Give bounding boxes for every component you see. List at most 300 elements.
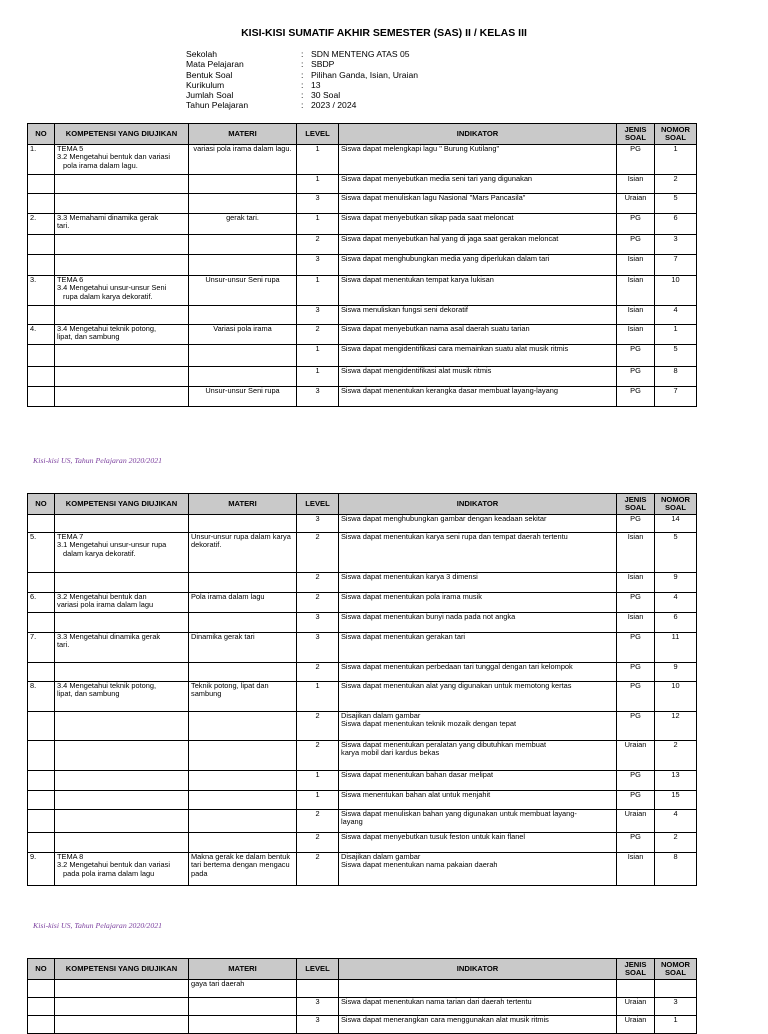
cell-jenis-soal: Isian xyxy=(617,175,655,194)
meta-value: Pilihan Ganda, Isian, Uraian xyxy=(311,69,419,80)
cell-nomor-soal: 3 xyxy=(655,235,697,255)
cell-kompetensi xyxy=(55,770,189,790)
header-indikator: INDIKATOR xyxy=(339,124,617,145)
cell-indikator xyxy=(339,681,617,711)
cell-indikator xyxy=(339,276,617,306)
cell-kompetensi xyxy=(55,980,189,998)
cell-no: 4. xyxy=(28,325,55,345)
cell-kompetensi xyxy=(55,681,189,711)
cell-materi xyxy=(189,740,297,770)
cell-kompetensi xyxy=(55,306,189,325)
meta-row xyxy=(186,100,418,110)
meta-label: Sekolah xyxy=(186,49,218,59)
cell-materi: gerak tari. xyxy=(189,214,297,235)
header-nomor-line: NOMOR xyxy=(660,494,691,504)
meta-row xyxy=(186,59,418,69)
kompetensi-line: 3.4 Mengetahui unsur-unsur Seni xyxy=(57,283,167,293)
kompetensi-line: TEMA 8 xyxy=(57,852,84,861)
cell-materi: Variasi pola irama xyxy=(189,325,297,345)
cell-level: 2 xyxy=(297,832,339,852)
cell-jenis-soal: PG xyxy=(617,681,655,711)
header-soal-line: SOAL xyxy=(664,503,687,512)
cell-nomor-soal: 9 xyxy=(655,572,697,592)
table-header-row xyxy=(28,494,697,515)
kompetensi-line: TEMA 6 xyxy=(57,275,84,284)
cell-nomor-soal: 7 xyxy=(655,255,697,276)
cell-materi xyxy=(189,515,297,533)
table-row xyxy=(28,145,697,175)
header-kompetensi: KOMPETENSI YANG DIUJIKAN xyxy=(55,959,189,980)
indikator-line: Disajikan dalam gambar xyxy=(341,852,421,861)
cell-jenis-soal: Uraian xyxy=(617,809,655,832)
cell-jenis-soal: PG xyxy=(617,214,655,235)
cell-indikator xyxy=(339,194,617,214)
cell-level: 1 xyxy=(297,214,339,235)
cell-level: 2 xyxy=(297,235,339,255)
cell-nomor-soal: 11 xyxy=(655,632,697,662)
cell-indikator xyxy=(339,367,617,387)
cell-jenis-soal: Isian xyxy=(617,325,655,345)
indikator-line: Siswa dapat menerangkan cara menggunakan alat musik ritmis xyxy=(341,1015,549,1024)
header-level: LEVEL xyxy=(297,959,339,980)
cell-indikator xyxy=(339,711,617,740)
cell-kompetensi xyxy=(55,387,189,407)
kompetensi-line: 3.2 Mengetahui bentuk dan xyxy=(57,592,147,601)
kompetensi-line: 3.3 Mengetahui dinamika gerak xyxy=(57,632,161,641)
table-row xyxy=(28,809,697,832)
indikator-line: Siswa dapat menentukan alat yang digunakan untuk memotong kertas xyxy=(341,681,572,690)
table-row xyxy=(28,852,697,885)
cell-no: 9. xyxy=(28,852,55,885)
meta-separator: : xyxy=(301,100,304,111)
cell-jenis-soal: Uraian xyxy=(617,997,655,1015)
indikator-line: Siswa dapat menentukan pola irama musik xyxy=(341,592,482,601)
meta-separator: : xyxy=(301,79,304,90)
header-soal-line: SOAL xyxy=(624,503,647,512)
cell-jenis-soal: PG xyxy=(617,345,655,367)
cell-nomor-soal: 6 xyxy=(655,214,697,235)
table-row xyxy=(28,515,697,533)
cell-no xyxy=(28,175,55,194)
cell-jenis-soal: PG xyxy=(617,662,655,681)
meta-row xyxy=(186,49,418,59)
header-materi: MATERI xyxy=(189,959,297,980)
cell-kompetensi xyxy=(55,276,189,306)
cell-level: 2 xyxy=(297,662,339,681)
table-row xyxy=(28,235,697,255)
meta-value: SBDP xyxy=(311,59,335,70)
cell-kompetensi xyxy=(55,711,189,740)
cell-indikator xyxy=(339,175,617,194)
cell-materi xyxy=(189,175,297,194)
indikator-line: Siswa dapat menentukan nama pakaian daerah xyxy=(341,860,498,870)
header-kompetensi: KOMPETENSI YANG DIUJIKAN xyxy=(55,494,189,515)
cell-no xyxy=(28,997,55,1015)
kompetensi-line: 3.2 Mengetahui bentuk dan variasi xyxy=(57,152,170,162)
cell-indikator xyxy=(339,662,617,681)
cell-jenis-soal: Isian xyxy=(617,612,655,632)
cell-jenis-soal: PG xyxy=(617,790,655,809)
table-row xyxy=(28,632,697,662)
table-row xyxy=(28,711,697,740)
indikator-line: Siswa dapat menyebutkan hal yang di jaga saat gerakan meloncat xyxy=(341,234,559,243)
indikator-line: Siswa dapat menghubungkan media yang diperlukan dalam tari xyxy=(341,254,550,263)
table-row xyxy=(28,367,697,387)
cell-level: 3 xyxy=(297,515,339,533)
cell-materi xyxy=(189,306,297,325)
cell-no xyxy=(28,1015,55,1033)
cell-kompetensi xyxy=(55,255,189,276)
cell-indikator xyxy=(339,145,617,175)
cell-indikator xyxy=(339,592,617,612)
cell-level: 1 xyxy=(297,145,339,175)
cell-no: 8. xyxy=(28,681,55,711)
indikator-line: Siswa dapat menentukan tempat karya lukisan xyxy=(341,275,494,284)
cell-no xyxy=(28,306,55,325)
cell-nomor-soal: 8 xyxy=(655,852,697,885)
cell-indikator xyxy=(339,214,617,235)
meta-row xyxy=(186,70,418,80)
cell-nomor-soal: 4 xyxy=(655,809,697,832)
indikator-line: Siswa dapat mengidentifikasi alat musik ritmis xyxy=(341,366,492,375)
cell-materi xyxy=(189,194,297,214)
cell-indikator xyxy=(339,387,617,407)
kompetensi-line: 3.3 Memahami dinamika gerak xyxy=(57,213,159,222)
cell-indikator xyxy=(339,770,617,790)
table-row xyxy=(28,770,697,790)
cell-indikator xyxy=(339,790,617,809)
cell-materi xyxy=(189,255,297,276)
cell-level: 2 xyxy=(297,325,339,345)
cell-nomor-soal: 12 xyxy=(655,711,697,740)
cell-jenis-soal: PG xyxy=(617,592,655,612)
header-soal-line: SOAL xyxy=(624,133,647,142)
header-jenis-soal xyxy=(617,124,655,145)
cell-kompetensi xyxy=(55,632,189,662)
table-row xyxy=(28,276,697,306)
cell-indikator xyxy=(339,515,617,533)
cell-nomor-soal: 1 xyxy=(655,1015,697,1033)
indikator-line: Siswa dapat menghubungkan gambar dengan keadaan sekitar xyxy=(341,514,547,523)
cell-no xyxy=(28,572,55,592)
kompetensi-line: tari. xyxy=(57,221,70,231)
cell-level: 2 xyxy=(297,852,339,885)
meta-value: 13 xyxy=(311,79,321,90)
cell-indikator xyxy=(339,632,617,662)
cell-level: 3 xyxy=(297,997,339,1015)
cell-indikator xyxy=(339,345,617,367)
header-indikator: INDIKATOR xyxy=(339,494,617,515)
indikator-line: Siswa dapat menyebutkan tusuk feston untuk kain flanel xyxy=(341,832,526,841)
cell-no xyxy=(28,790,55,809)
table-row xyxy=(28,306,697,325)
header-no: NO xyxy=(28,959,55,980)
cell-no: 5. xyxy=(28,532,55,572)
cell-kompetensi xyxy=(55,1015,189,1033)
table-row xyxy=(28,592,697,612)
cell-nomor-soal: 2 xyxy=(655,832,697,852)
kompetensi-line: pada pola irama dalam lagu xyxy=(63,868,155,878)
cell-kompetensi xyxy=(55,145,189,175)
cell-no xyxy=(28,770,55,790)
cell-indikator xyxy=(339,980,617,998)
header-nomor-soal xyxy=(655,959,697,980)
cell-no xyxy=(28,612,55,632)
cell-nomor-soal: 13 xyxy=(655,770,697,790)
indikator-line: Siswa dapat menentukan perbedaan tari tunggal dengan tari kelompok xyxy=(341,662,573,671)
table-row xyxy=(28,980,697,998)
cell-kompetensi xyxy=(55,214,189,235)
cell-jenis-soal xyxy=(617,980,655,998)
kompetensi-line: pola irama dalam lagu. xyxy=(63,160,138,170)
cell-materi xyxy=(189,997,297,1015)
cell-nomor-soal: 8 xyxy=(655,367,697,387)
cell-level: 1 xyxy=(297,367,339,387)
cell-level: 1 xyxy=(297,345,339,367)
table-row xyxy=(28,572,697,592)
indikator-line: Siswa dapat menentukan kerangka dasar membuat layang-layang xyxy=(341,386,558,395)
header-materi: MATERI xyxy=(189,494,297,515)
cell-kompetensi xyxy=(55,175,189,194)
header-nomor-soal xyxy=(655,494,697,515)
cell-level: 3 xyxy=(297,1015,339,1033)
cell-nomor-soal: 1 xyxy=(655,325,697,345)
header-level: LEVEL xyxy=(297,124,339,145)
cell-no xyxy=(28,387,55,407)
cell-materi xyxy=(189,572,297,592)
cell-no xyxy=(28,235,55,255)
cell-jenis-soal: Isian xyxy=(617,852,655,885)
kompetensi-line: 3.1 Mengetahui unsur-unsur rupa xyxy=(57,540,167,550)
indikator-line: Siswa dapat menyebutkan sikap pada saat meloncat xyxy=(341,213,514,222)
header-level: LEVEL xyxy=(297,494,339,515)
cell-materi xyxy=(189,345,297,367)
indikator-line: Siswa menuliskan fungsi seni dekoratif xyxy=(341,305,468,314)
header-jenis-line: JENIS xyxy=(624,124,647,134)
indikator-line: Siswa dapat menyebutkan media seni tari yang digunakan xyxy=(341,174,533,183)
page-footer: Kisi-kisi US, Tahun Pelajaran 2020/2021 xyxy=(33,456,163,465)
cell-kompetensi xyxy=(55,194,189,214)
meta-separator: : xyxy=(301,49,304,59)
table-row xyxy=(28,175,697,194)
table-header-row xyxy=(28,959,697,980)
cell-level: 3 xyxy=(297,306,339,325)
cell-nomor-soal: 14 xyxy=(655,515,697,533)
cell-materi: Unsur-unsur Seni rupa xyxy=(189,387,297,407)
cell-kompetensi xyxy=(55,997,189,1015)
cell-jenis-soal: PG xyxy=(617,235,655,255)
indikator-line: Siswa dapat menentukan karya 3 dimensi xyxy=(341,572,478,581)
cell-materi xyxy=(189,367,297,387)
cell-level: 3 xyxy=(297,255,339,276)
table-row xyxy=(28,662,697,681)
cell-indikator xyxy=(339,235,617,255)
cell-materi: Makna gerak ke dalam bentuk tari bertema dengan mengacu pada xyxy=(189,852,297,885)
meta-label: Kurikulum xyxy=(186,79,225,90)
table-row xyxy=(28,997,697,1015)
cell-no xyxy=(28,809,55,832)
cell-kompetensi xyxy=(55,515,189,533)
table-row xyxy=(28,612,697,632)
cell-materi: Pola irama dalam lagu xyxy=(189,592,297,612)
cell-kompetensi xyxy=(55,852,189,885)
document-meta xyxy=(186,49,418,111)
cell-indikator xyxy=(339,997,617,1015)
cell-materi xyxy=(189,770,297,790)
cell-indikator xyxy=(339,255,617,276)
cell-kompetensi xyxy=(55,612,189,632)
kisi-kisi-table-page-2 xyxy=(27,493,697,886)
cell-level: 2 xyxy=(297,592,339,612)
cell-kompetensi xyxy=(55,345,189,367)
cell-jenis-soal: PG xyxy=(617,367,655,387)
meta-label: Tahun Pelajaran xyxy=(186,100,249,111)
cell-kompetensi xyxy=(55,662,189,681)
cell-indikator xyxy=(339,740,617,770)
cell-kompetensi xyxy=(55,325,189,345)
cell-materi xyxy=(189,790,297,809)
meta-separator: : xyxy=(301,69,304,80)
cell-no xyxy=(28,662,55,681)
cell-nomor-soal: 10 xyxy=(655,276,697,306)
cell-nomor-soal: 2 xyxy=(655,175,697,194)
header-nomor-line: NOMOR xyxy=(660,959,691,969)
meta-value: 2023 / 2024 xyxy=(311,100,357,111)
indikator-line: Siswa dapat menentukan bahan dasar melipat xyxy=(341,770,494,779)
cell-materi xyxy=(189,809,297,832)
cell-no xyxy=(28,832,55,852)
cell-no xyxy=(28,711,55,740)
cell-no: 2. xyxy=(28,214,55,235)
cell-jenis-soal: PG xyxy=(617,770,655,790)
meta-value: SDN MENTENG ATAS 05 xyxy=(311,49,410,59)
header-no: NO xyxy=(28,124,55,145)
cell-indikator xyxy=(339,612,617,632)
header-no: NO xyxy=(28,494,55,515)
indikator-line: Siswa dapat menentukan bunyi nada pada not angka xyxy=(341,612,516,621)
kompetensi-line: variasi pola irama dalam lagu xyxy=(57,600,154,610)
cell-materi: Unsur-unsur Seni rupa xyxy=(189,276,297,306)
cell-indikator xyxy=(339,306,617,325)
cell-jenis-soal: PG xyxy=(617,632,655,662)
cell-nomor-soal: 3 xyxy=(655,997,697,1015)
table-row xyxy=(28,325,697,345)
cell-level: 1 xyxy=(297,276,339,306)
header-nomor-line: NOMOR xyxy=(660,124,691,134)
header-jenis-soal xyxy=(617,494,655,515)
cell-kompetensi xyxy=(55,572,189,592)
cell-indikator xyxy=(339,325,617,345)
meta-value: 30 Soal xyxy=(311,90,341,101)
cell-jenis-soal: Uraian xyxy=(617,1015,655,1033)
cell-nomor-soal: 10 xyxy=(655,681,697,711)
cell-kompetensi xyxy=(55,790,189,809)
document-title: KISI-KISI SUMATIF AKHIR SEMESTER (SAS) II / KELAS III xyxy=(241,27,527,39)
cell-level: 3 xyxy=(297,632,339,662)
cell-materi: Teknik potong, lipat dan sambung xyxy=(189,681,297,711)
cell-indikator xyxy=(339,809,617,832)
kompetensi-line: TEMA 7 xyxy=(57,532,84,541)
cell-no xyxy=(28,740,55,770)
cell-nomor-soal: 5 xyxy=(655,345,697,367)
table-row xyxy=(28,214,697,235)
cell-materi: gaya tari daerah xyxy=(189,980,297,998)
cell-jenis-soal: Uraian xyxy=(617,740,655,770)
cell-nomor-soal: 5 xyxy=(655,194,697,214)
cell-no xyxy=(28,255,55,276)
indikator-line: Siswa dapat melengkapi lagu " Burung Kutilang" xyxy=(341,144,500,153)
table-row xyxy=(28,790,697,809)
cell-level: 1 xyxy=(297,770,339,790)
indikator-line: Siswa dapat menyebutkan nama asal daerah suatu tarian xyxy=(341,324,530,333)
cell-kompetensi xyxy=(55,832,189,852)
table-row xyxy=(28,832,697,852)
cell-kompetensi xyxy=(55,367,189,387)
table-row xyxy=(28,740,697,770)
cell-nomor-soal: 9 xyxy=(655,662,697,681)
table-row xyxy=(28,1015,697,1033)
cell-indikator xyxy=(339,852,617,885)
cell-nomor-soal: 5 xyxy=(655,532,697,572)
header-nomor-soal xyxy=(655,124,697,145)
indikator-line: karya mobil dari kardus bekas xyxy=(341,748,440,758)
header-jenis-line: JENIS xyxy=(624,494,647,504)
cell-nomor-soal: 7 xyxy=(655,387,697,407)
kompetensi-line: 3.2 Mengetahui bentuk dan variasi xyxy=(57,860,170,870)
cell-materi xyxy=(189,612,297,632)
cell-nomor-soal: 4 xyxy=(655,306,697,325)
cell-indikator xyxy=(339,532,617,572)
cell-jenis-soal: Isian xyxy=(617,276,655,306)
cell-jenis-soal: Isian xyxy=(617,572,655,592)
cell-no xyxy=(28,345,55,367)
cell-level: 2 xyxy=(297,809,339,832)
indikator-line: Siswa dapat menentukan gerakan tari xyxy=(341,632,466,641)
cell-no xyxy=(28,980,55,998)
kompetensi-line: dalam karya dekoratif. xyxy=(63,548,136,558)
header-materi: MATERI xyxy=(189,124,297,145)
cell-level: 3 xyxy=(297,612,339,632)
header-jenis-soal xyxy=(617,959,655,980)
cell-nomor-soal: 2 xyxy=(655,740,697,770)
cell-jenis-soal: Isian xyxy=(617,532,655,572)
header-soal-line: SOAL xyxy=(624,968,647,977)
kisi-kisi-table-page-3 xyxy=(27,958,697,1034)
cell-kompetensi xyxy=(55,235,189,255)
cell-jenis-soal: PG xyxy=(617,515,655,533)
kompetensi-line: lipat, dan sambung xyxy=(57,332,120,342)
cell-level: 1 xyxy=(297,175,339,194)
indikator-line: Siswa dapat menuliskan lagu Nasional "Mars Pancasila" xyxy=(341,193,526,202)
cell-materi xyxy=(189,711,297,740)
kompetensi-line: 3.4 Mengetahui teknik potong, xyxy=(57,681,157,690)
cell-kompetensi xyxy=(55,740,189,770)
cell-kompetensi xyxy=(55,809,189,832)
table-row xyxy=(28,387,697,407)
indikator-line: Siswa dapat menentukan peralatan yang dibutuhkan membuat xyxy=(341,740,547,749)
meta-label: Bentuk Soal xyxy=(186,69,233,80)
indikator-line: Siswa menentukan bahan alat untuk menjahit xyxy=(341,790,491,799)
cell-nomor-soal xyxy=(655,980,697,998)
table-row xyxy=(28,194,697,214)
kisi-kisi-table-page-1 xyxy=(27,123,697,407)
cell-jenis-soal: PG xyxy=(617,832,655,852)
cell-indikator xyxy=(339,572,617,592)
cell-level: 2 xyxy=(297,532,339,572)
indikator-line: layang xyxy=(341,817,363,827)
cell-materi: variasi pola irama dalam lagu. xyxy=(189,145,297,175)
cell-level: 1 xyxy=(297,681,339,711)
